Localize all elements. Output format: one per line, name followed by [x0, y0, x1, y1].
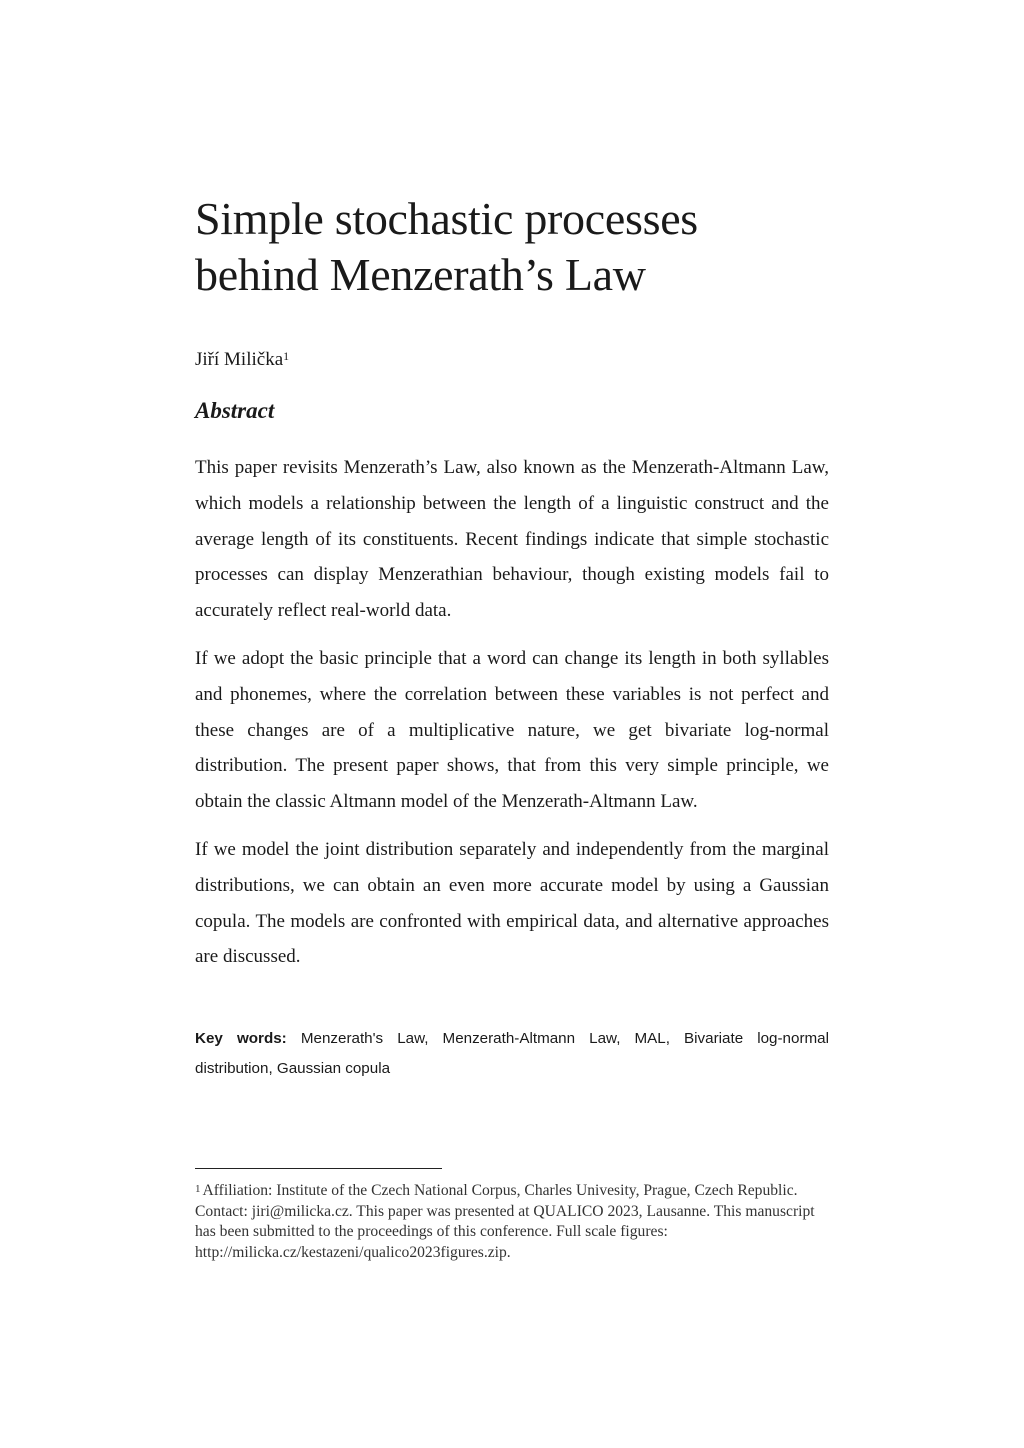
title-line-1: Simple stochastic processes	[195, 193, 698, 244]
author	[195, 347, 289, 373]
footnote-mark: 1	[195, 1183, 201, 1195]
abstract-body	[195, 450, 829, 987]
author-name: Jiří Milička	[195, 349, 284, 370]
keywords-label: Key words:	[195, 1030, 287, 1047]
abstract-paragraph-3: If we model the joint distribution separately and independently from the marginal distributions, we can obtain an even more accurate model by using a Gaussian copula. The models are confronted with empirical data, and alternative approaches are discussed.	[195, 838, 829, 968]
footnote-text: Affiliation: Institute of the Czech National Corpus, Charles Univesity, Prague, Czech Republic. Contact: jiri@milicka.cz. This paper was presented at QUALICO 2023, Lausanne. This manuscript has been submitted to the proceedings of this conference. Full scale figures: http://milicka.cz/kestazeni/qualico2023figures.zip.	[195, 1182, 815, 1261]
footnote-separator	[195, 1168, 442, 1169]
keywords-text: Menzerath's Law, Menzerath-Altmann Law, MAL, Bivariate log-normal distribution, Gaussian copula	[195, 1030, 829, 1077]
footnote	[195, 1181, 835, 1263]
title-line-2: behind Menzerath’s Law	[195, 249, 646, 300]
abstract-paragraph-2: If we adopt the basic principle that a word can change its length in both syllables and phonemes, where the correlation between these variables is not perfect and these changes are of a multiplicative nature, we get bivariate log-normal distribution. The present paper shows, that from this very simple principle, we obtain the classic Altmann model of the Menzerath-Altmann Law.	[195, 647, 829, 813]
abstract-heading: Abstract	[195, 398, 275, 423]
author-footnote-mark: 1	[283, 349, 290, 363]
abstract-paragraph-1: This paper revisits Menzerath’s Law, also known as the Menzerath-Altmann Law, which models a relationship between the length of a linguistic construct and the average length of its constituents. Recent findings indicate that simple stochastic processes can display Menzerathian behaviour, though existing models fail to accurately reflect real-world data.	[195, 457, 829, 622]
keywords	[195, 1024, 829, 1084]
paper-title	[195, 191, 895, 303]
